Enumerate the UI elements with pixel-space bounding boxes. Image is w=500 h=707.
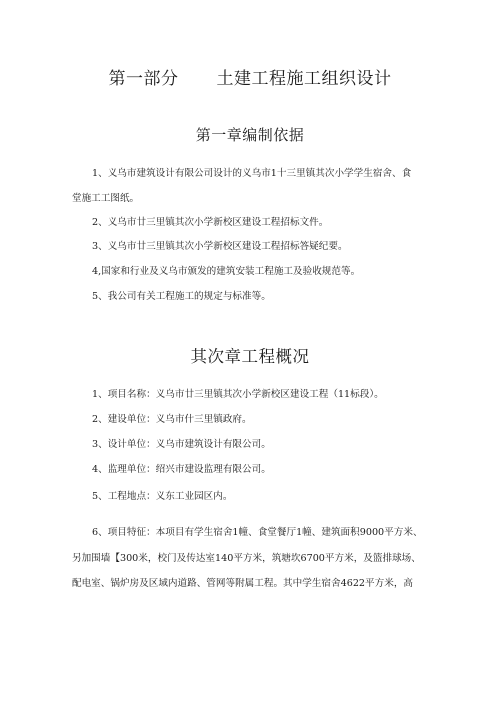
chapter1-title: 第一章编制依据 (195, 126, 305, 144)
chapter1-item-1-cont: 堂施工工图纸。 (72, 193, 140, 204)
chapter1-item-2: 2、义乌市廿三里镇其次小学新校区建设工程招标文件。 (92, 217, 329, 228)
chapter1-item-3: 3、义乌市廿三里镇其次小学新校区建设工程招标答疑纪要。 (92, 241, 348, 252)
chapter2-item-3: 3、设计单位：义乌市建筑设计有限公司。 (92, 439, 271, 450)
part-title (0, 64, 500, 89)
chapter2-item-2: 2、建设单位：义乌市什三里镇政府。 (92, 414, 252, 425)
chapter2-item-4: 4、监理单位：绍兴市建设监理有限公司。 (92, 464, 271, 475)
chapter2-item-1: 1、项目名称：义乌市廿三里镇其次小学新校区建设工程（11标段）。 (92, 389, 384, 400)
part-name: 土建工程施工组织设计 (216, 69, 392, 89)
chapter2-item-5: 5、工程地点：义东工业园区内。 (92, 491, 233, 502)
chapter2-item-6-line3: 配电室、锅炉房及区域内道路、管网等附属工程。其中学生宿舍4622平方米，高 (72, 578, 414, 589)
chapter2-title: 其次章工程概况 (190, 347, 310, 366)
part-number: 第一部分 (108, 69, 179, 89)
chapter2-item-6: 6、项目特征：本项目有学生宿舍1幢、食堂餐厅1幢、建筑面积9000平方米、 (92, 527, 423, 538)
chapter1-item-1: 1、义乌市建筑设计有限公司设计的义乌市1十三里镇其次小学学生宿舍、食 (92, 168, 412, 179)
chapter1-item-5: 5、我公司有关工程施工的规定与标准等。 (92, 291, 271, 302)
chapter2-item-6-line2: 另加围墙【300米，校门及传达室140平方米，筑塘坎6700平方米，及篮排球场、 (72, 553, 421, 564)
chapter1-item-4: 4,国家和行业及义乌市颁发的建筑安装工程施工及验收规范等。 (92, 266, 361, 277)
